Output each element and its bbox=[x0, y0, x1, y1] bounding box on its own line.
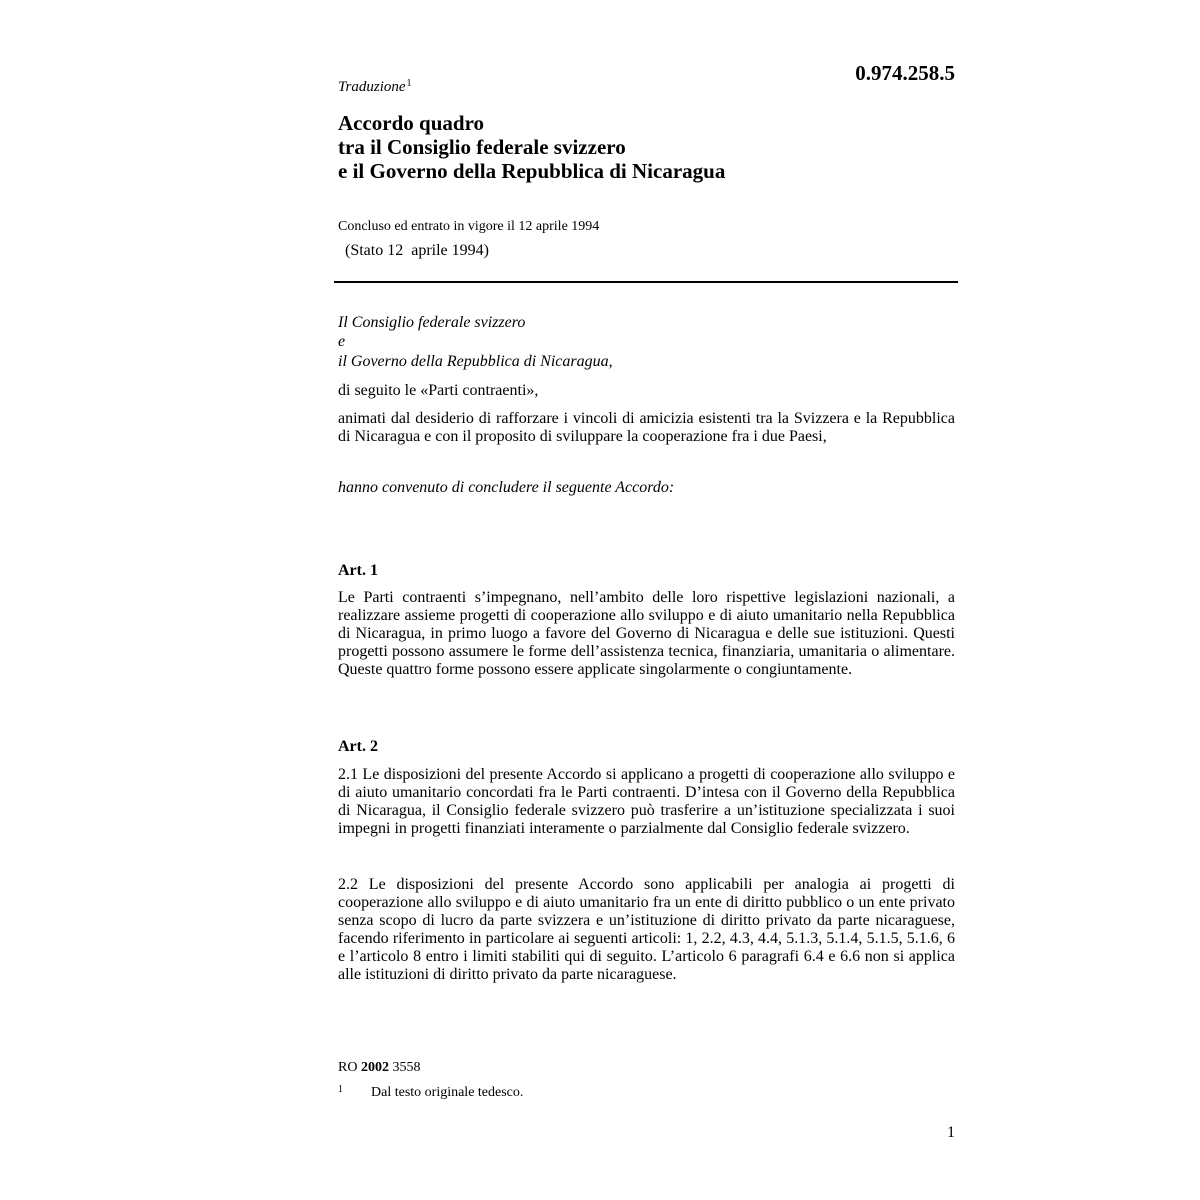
article-1-heading: Art. 1 bbox=[338, 562, 378, 579]
article-2-paragraph-2: 2.2 Le disposizioni del presente Accordo sono applicabili per analogia ai progetti di cooperazione allo sviluppo e di aiuto umanitario fra un ente di diritto pubblico o un ente privato senza scopo di lucro da parte svizzera e un’istituzione di diritto privato da parte nicaraguese, facendo riferimento in particolare ai seguenti articoli: 1, 2.2, 4.3, 4.4, 5.1.3, 5.1.4, 5.1.5, 5.1.6, 6 e l’articolo 8 entro i limiti stabiliti qui di seguito. L’articolo 6 paragrafi 6.4 e 6.6 non si applica alle istituzioni di diritto privato da parte nicaraguese. bbox=[338, 876, 955, 983]
article-2-heading: Art. 2 bbox=[338, 738, 378, 755]
preamble-agreed: hanno convenuto di concludere il seguente Accordo: bbox=[338, 479, 675, 496]
preamble-party-2: il Governo della Repubblica di Nicaragua, bbox=[338, 353, 613, 370]
article-1-paragraph: Le Parti contraenti s’impegnano, nell’ambito delle loro rispettive legislazioni nazionali, a realizzare assieme progetti di cooperazione allo sviluppo e di aiuto umanitario nella Repubblica di Nicaragua, in primo luogo a favore del Governo di Nicaragua e delle sue istituzioni. Questi progetti possono assumere le forme dell’assistenza tecnica, finanziaria, umanitaria o alimentare. Queste quattro forme possono essere applicate singolarmente o congiuntamente. bbox=[338, 589, 955, 678]
ro-year: 2002 bbox=[360, 1060, 389, 1075]
header-divider bbox=[334, 281, 958, 283]
status-date: (Stato 12 aprile 1994) bbox=[341, 242, 489, 259]
title-line-1: Accordo quadro bbox=[338, 111, 485, 135]
translation-text: Traduzione bbox=[338, 79, 406, 95]
title-line-2: tra il Consiglio federale svizzero bbox=[338, 135, 626, 159]
ro-prefix: RO bbox=[338, 1060, 358, 1075]
document-title bbox=[338, 111, 958, 183]
ro-reference bbox=[338, 1059, 420, 1076]
footnote bbox=[338, 1081, 523, 1101]
title-line-3: e il Governo della Repubblica di Nicaragua bbox=[338, 159, 726, 183]
conclusion-date: Concluso ed entrato in vigore il 12 aprile 1994 bbox=[338, 219, 600, 234]
ro-page: 3558 bbox=[392, 1060, 421, 1075]
preamble-party-1: Il Consiglio federale svizzero bbox=[338, 314, 526, 331]
document-number: 0.974.258.5 bbox=[855, 61, 955, 85]
translation-label bbox=[338, 75, 412, 96]
preamble-hereinafter: di seguito le «Parti contraenti», bbox=[338, 382, 539, 399]
footnote-text: Dal testo originale tedesco. bbox=[371, 1085, 524, 1100]
preamble-and: e bbox=[338, 333, 346, 350]
page-number: 1 bbox=[947, 1124, 955, 1141]
article-2-paragraph-1: 2.1 Le disposizioni del presente Accordo si applicano a progetti di cooperazione allo sviluppo e di aiuto umanitario concordati fra le Parti contraenti. D’intesa con il Governo della Repubblica di Nicaragua, il Consiglio federale svizzero può trasferire a un’istituzione specializzata i suoi impegni in progetti finanziati interamente o parzialmente dal Consiglio federale svizzero. bbox=[338, 766, 955, 837]
footnote-mark: 1 bbox=[338, 1084, 343, 1095]
translation-footnote-mark[interactable]: 1 bbox=[406, 78, 412, 89]
preamble-recital: animati dal desiderio di rafforzare i vincoli di amicizia esistenti tra la Svizzera e la Repubblica di Nicaragua e con il proposito di sviluppare la cooperazione fra i due Paesi, bbox=[338, 410, 955, 445]
